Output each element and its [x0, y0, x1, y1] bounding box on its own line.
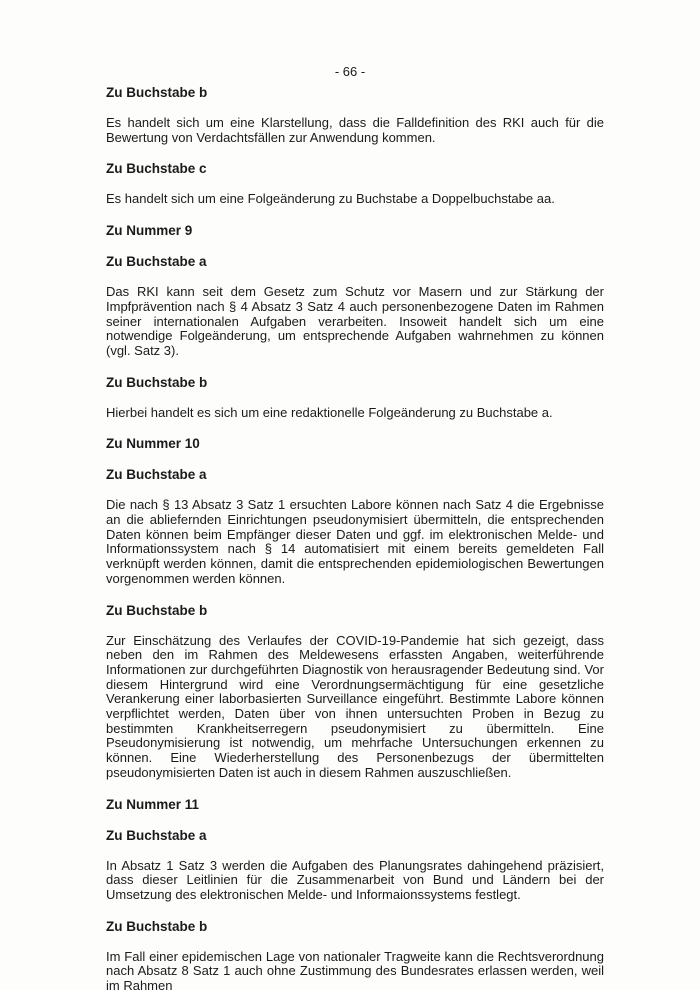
paragraph-covid-surveillance: Zur Einschätzung des Verlaufes der COVID-19-Pandemie hat sich gezeigt, dass neben den im Rahmen des Meldewesens erfassten Angaben, weiterführende Informationen zur durchgeführten Diagnostik von herausragender Bedeutung sind. Vor diesem Hintergrund wird eine Verordnungsermächtigung für eine gesetzliche Verankerung einer laborbasierten Surveillance eingeführt. Bestimmte Labore können verpflichtet werden, Daten über von ihnen untersuchten Proben in Bezug zu bestimmten Krankheitserregern pseudonymisiert zu übermitteln. Eine Pseudonymisierung ist notwendig, um mehrfache Untersuchungen erkennen zu können. Eine Wiederherstellung des Personenbezugs der übermittelten pseudonymisierten Daten ist auch in diesem Rahmen auszuschließen. — [106, 632, 604, 780]
heading-zu-buchstabe-b: Zu Buchstabe b — [106, 374, 208, 390]
heading-zu-nummer-10: Zu Nummer 10 — [106, 436, 200, 452]
heading-zu-buchstabe-c: Zu Buchstabe c — [106, 161, 207, 177]
heading-zu-buchstabe-b: Zu Buchstabe b — [106, 602, 208, 618]
paragraph-labore-pseudonymisiert: Die nach § 13 Absatz 3 Satz 1 ersuchten Labore können nach Satz 4 die Ergebnisse an die abliefernden Einrichtungen pseudonymisiert übermitteln, die entsprechenden Daten können beim Empfänger dieser Daten und ggf. im elektronischen Melde- und Informationssystem nach § 14 automatisiert mit einem bereits gemeldeten Fall verknüpft werden können, damit die entsprechenden epidemiologischen Bewertungen vorgenommen werden können. — [106, 497, 604, 586]
document-body — [106, 85, 604, 994]
paragraph-redaktionelle-folgeaenderung: Hierbei handelt es sich um eine redaktionelle Folgeänderung zu Buchstabe a. — [106, 404, 553, 420]
paragraph-klarstellung: Es handelt sich um eine Klarstellung, dass die Falldefinition des RKI auch für die Bewertung von Verdachtsfällen zur Anwendung kommen. — [106, 115, 604, 145]
paragraph-folgeaenderung: Es handelt sich um eine Folgeänderung zu Buchstabe a Doppelbuchstabe aa. — [106, 191, 555, 207]
heading-zu-buchstabe-a: Zu Buchstabe a — [106, 254, 207, 270]
heading-zu-nummer-9: Zu Nummer 9 — [106, 223, 193, 239]
heading-zu-nummer-11: Zu Nummer 11 — [106, 796, 200, 812]
page-number: - 66 - — [334, 64, 366, 79]
heading-zu-buchstabe-b: Zu Buchstabe b — [106, 918, 208, 934]
heading-zu-buchstabe-a: Zu Buchstabe a — [106, 827, 207, 843]
heading-zu-buchstabe-a: Zu Buchstabe a — [106, 467, 207, 483]
heading-zu-buchstabe-b: Zu Buchstabe b — [106, 85, 208, 100]
paragraph-planungsrat: In Absatz 1 Satz 3 werden die Aufgaben des Planungsrates dahingehend präzisiert, dass dieser Leitlinien für die Zusammenarbeit von Bund und Ländern bei der Umsetzung des elektronischen Melde- und Informaionssystems festlegt. — [106, 857, 604, 902]
paragraph-epidemische-lage: Im Fall einer epidemischen Lage von nationaler Tragweite kann die Rechtsverordnung nach Absatz 8 Satz 1 auch ohne Zustimmung des Bundesrates erlassen werden, weil im Rahmen — [106, 948, 604, 994]
paragraph-rki-masern: Das RKI kann seit dem Gesetz zum Schutz vor Masern und zur Stärkung der Impfprävention nach § 4 Absatz 3 Satz 4 auch personenbezogene Daten im Rahmen seiner internationalen Aufgaben verarbeiten. Insoweit handelt sich um eine notwendige Folgeänderung, um entsprechende Aufgaben wahrnehmen zu können (vgl. Satz 3). — [106, 284, 604, 358]
